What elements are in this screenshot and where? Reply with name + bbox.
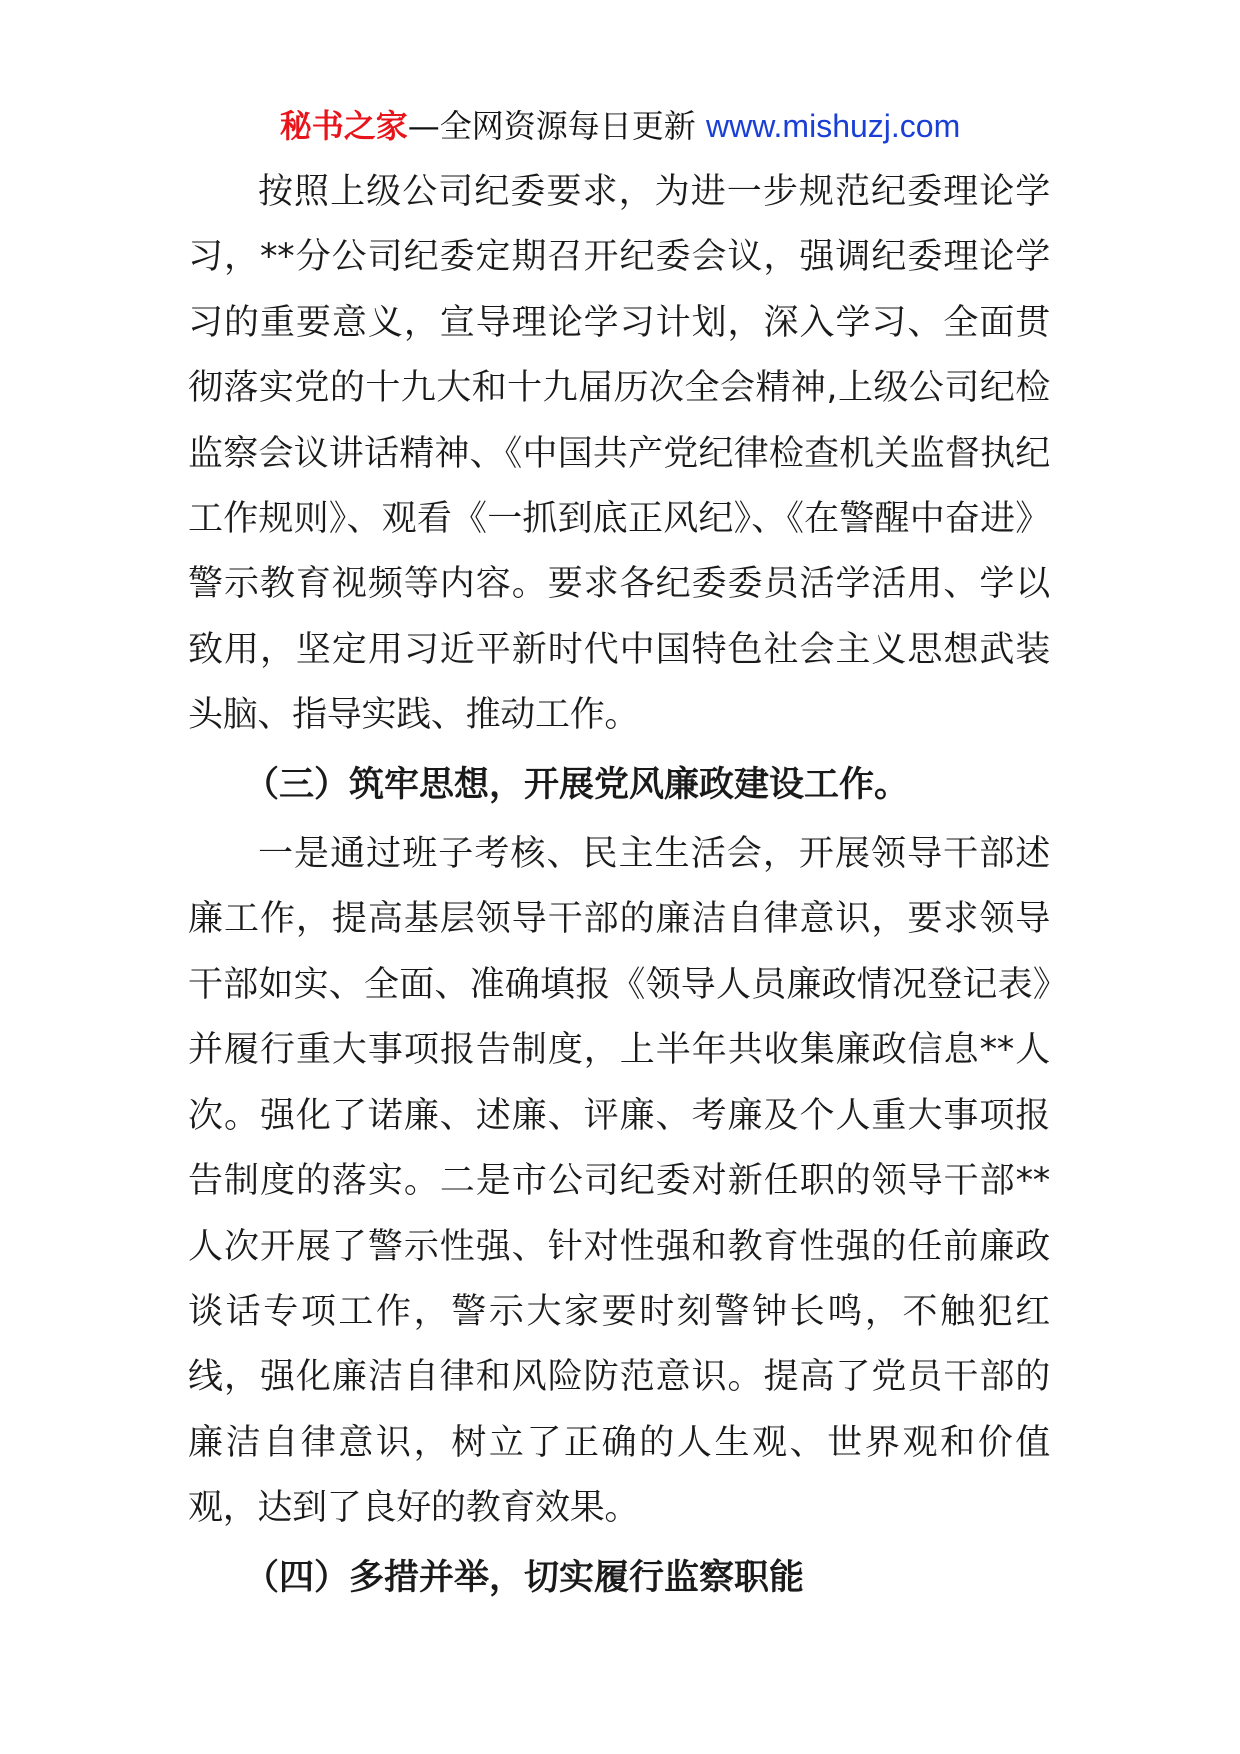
brand-name: 秘书之家: [279, 107, 408, 145]
paragraph-study: 按照上级公司纪委要求，为进一步规范纪委理论学习，**分公司纪委定期召开纪委会议，强调纪委理论学习的重要意义，宣导理论学习计划，深入学习、全面贯彻落实党的十九大和十九届历次全会精神,上级公司纪检监察会议讲话精神、《中国共产党纪律检查机关监督执纪工作规则》、观看《一抓到底正风纪》、《在警醒中奋进》警示教育视频等内容。要求各纪委委员活学活用、学以致用，坚定用习近平新时代中国特色社会主义思想武装头脑、指导实践、推动工作。: [188, 172, 1050, 736]
header-url-link[interactable]: www.mishuzj.com: [705, 108, 961, 144]
section-heading-4: （四）多措并举，切实履行监察职能: [244, 1557, 805, 1598]
section-heading-3: （三）筑牢思想，开展党风廉政建设工作。: [244, 764, 910, 805]
document-body: [188, 160, 1050, 1615]
paragraph-integrity: 一是通过班子考核、民主生活会，开展领导干部述廉工作，提高基层领导干部的廉洁自律意识，要求领导干部如实、全面、准确填报《领导人员廉政情况登记表》并履行重大事项报告制度，上半年共收集廉政信息**人次。强化了诺廉、述廉、评廉、考廉及个人重大事项报告制度的落实。二是市公司纪委对新任职的领导干部**人次开展了警示性强、针对性强和教育性强的任前廉政谈话专项工作，警示大家要时刻警钟长鸣，不触犯红线，强化廉洁自律和风险防范意识。提高了党员干部的廉洁自律意识，树立了正确的人生观、世界观和价值观，达到了良好的教育效果。: [188, 834, 1050, 1529]
header-tagline: —全网资源每日更新: [407, 107, 696, 145]
page-header: [0, 104, 1240, 148]
